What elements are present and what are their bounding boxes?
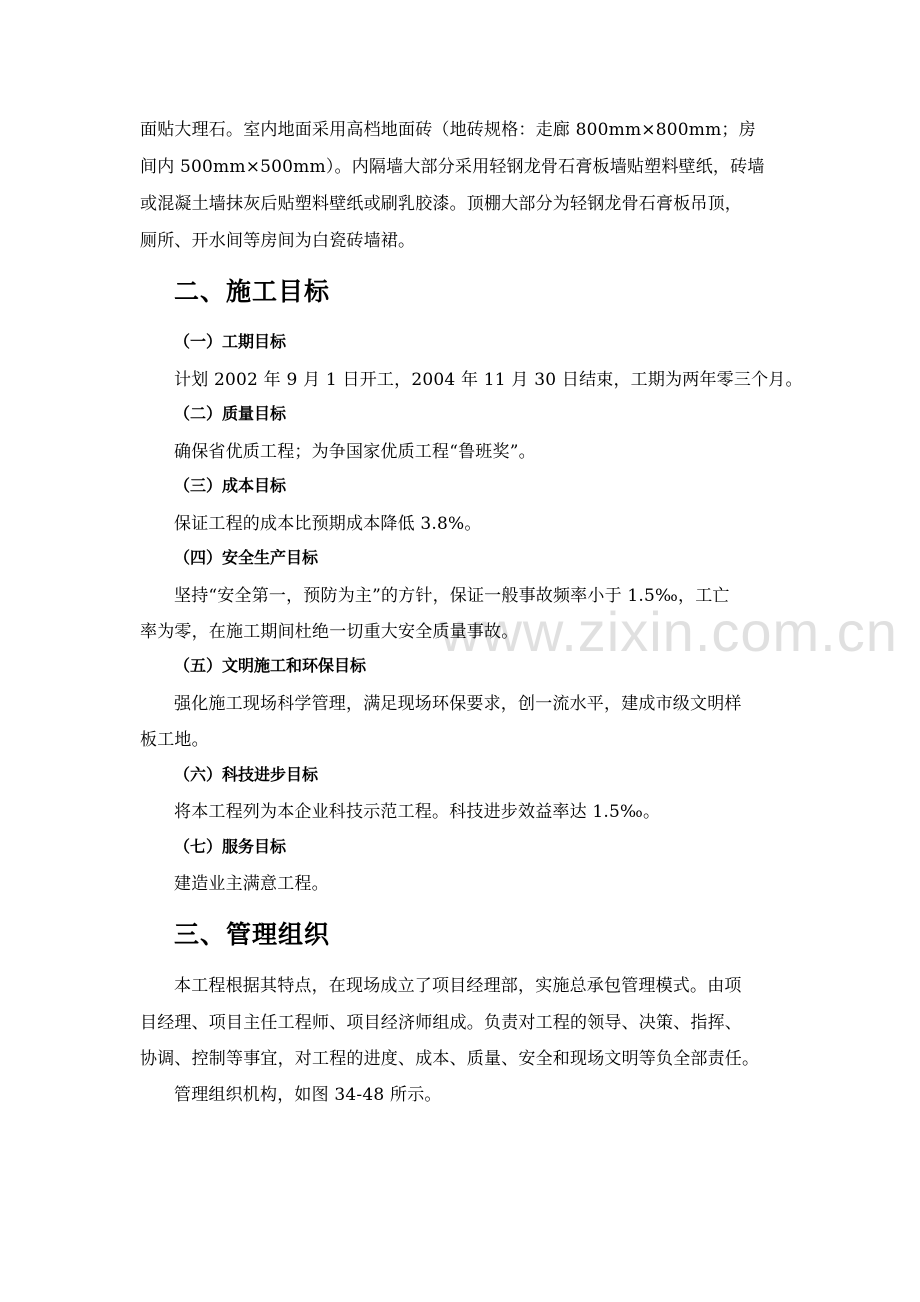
section-heading: 二、施工目标 — [174, 277, 331, 306]
body-line: 坚持“安全第一，预防为主”的方针，保证一般事故频率小于 1.5‰，工亡 — [174, 586, 730, 606]
intro-line: 或混凝土墙抹灰后贴塑料壁纸或刷乳胶漆。顶棚大部分为轻钢龙骨石膏板吊顶， — [140, 194, 742, 214]
body-line: 将本工程列为本企业科技示范工程。科技进步效益率达 1.5‰。 — [174, 802, 661, 822]
subsection-heading: （二）质量目标 — [174, 404, 287, 423]
body-line: 确保省优质工程；为争国家优质工程“鲁班奖”。 — [174, 442, 536, 462]
body-line: 强化施工现场科学管理，满足现场环保要求，创一流水平，建成市级文明样 — [174, 694, 742, 714]
body-line: 计划 2002 年 9 月 1 日开工，2004 年 11 月 30 日结束，工期为两年零三个月。 — [174, 370, 803, 390]
intro-line: 间内 500mm×500mm）。内隔墙大部分采用轻钢龙骨石膏板墙贴塑料壁纸，砖墙 — [140, 157, 765, 177]
subsection-heading: （三）成本目标 — [174, 476, 287, 495]
body-line: 板工地。 — [140, 730, 209, 750]
section-heading: 三、管理组织 — [174, 920, 331, 949]
subsection-heading: （五）文明施工和环保目标 — [174, 656, 367, 675]
body-line: 保证工程的成本比预期成本降低 3.8%。 — [174, 514, 482, 534]
body-line: 协调、控制等事宜，对工程的进度、成本、质量、安全和现场文明等负全部责任。 — [140, 1049, 760, 1069]
intro-line: 厕所、开水间等房间为白瓷砖墙裙。 — [140, 231, 416, 251]
body-line: 建造业主满意工程。 — [174, 874, 329, 894]
subsection-heading: （六）科技进步目标 — [174, 765, 319, 784]
subsection-heading: （四）安全生产目标 — [174, 548, 319, 567]
watermark: www.zixin.com.cn — [440, 600, 898, 663]
intro-line: 面贴大理石。室内地面采用高档地面砖（地砖规格：走廊 800mm×800mm；房 — [140, 120, 756, 140]
subsection-heading: （七）服务目标 — [174, 837, 287, 856]
body-line: 本工程根据其特点，在现场成立了项目经理部，实施总承包管理模式。由项 — [174, 976, 742, 996]
subsection-heading: （一）工期目标 — [174, 332, 287, 351]
body-line: 率为零，在施工期间杜绝一切重大安全质量事故。 — [140, 622, 519, 642]
body-line: 目经理、项目主任工程师、项目经济师组成。负责对工程的领导、决策、指挥、 — [140, 1013, 742, 1033]
figure-reference: 管理组织机构，如图 34-48 所示。 — [174, 1085, 442, 1105]
